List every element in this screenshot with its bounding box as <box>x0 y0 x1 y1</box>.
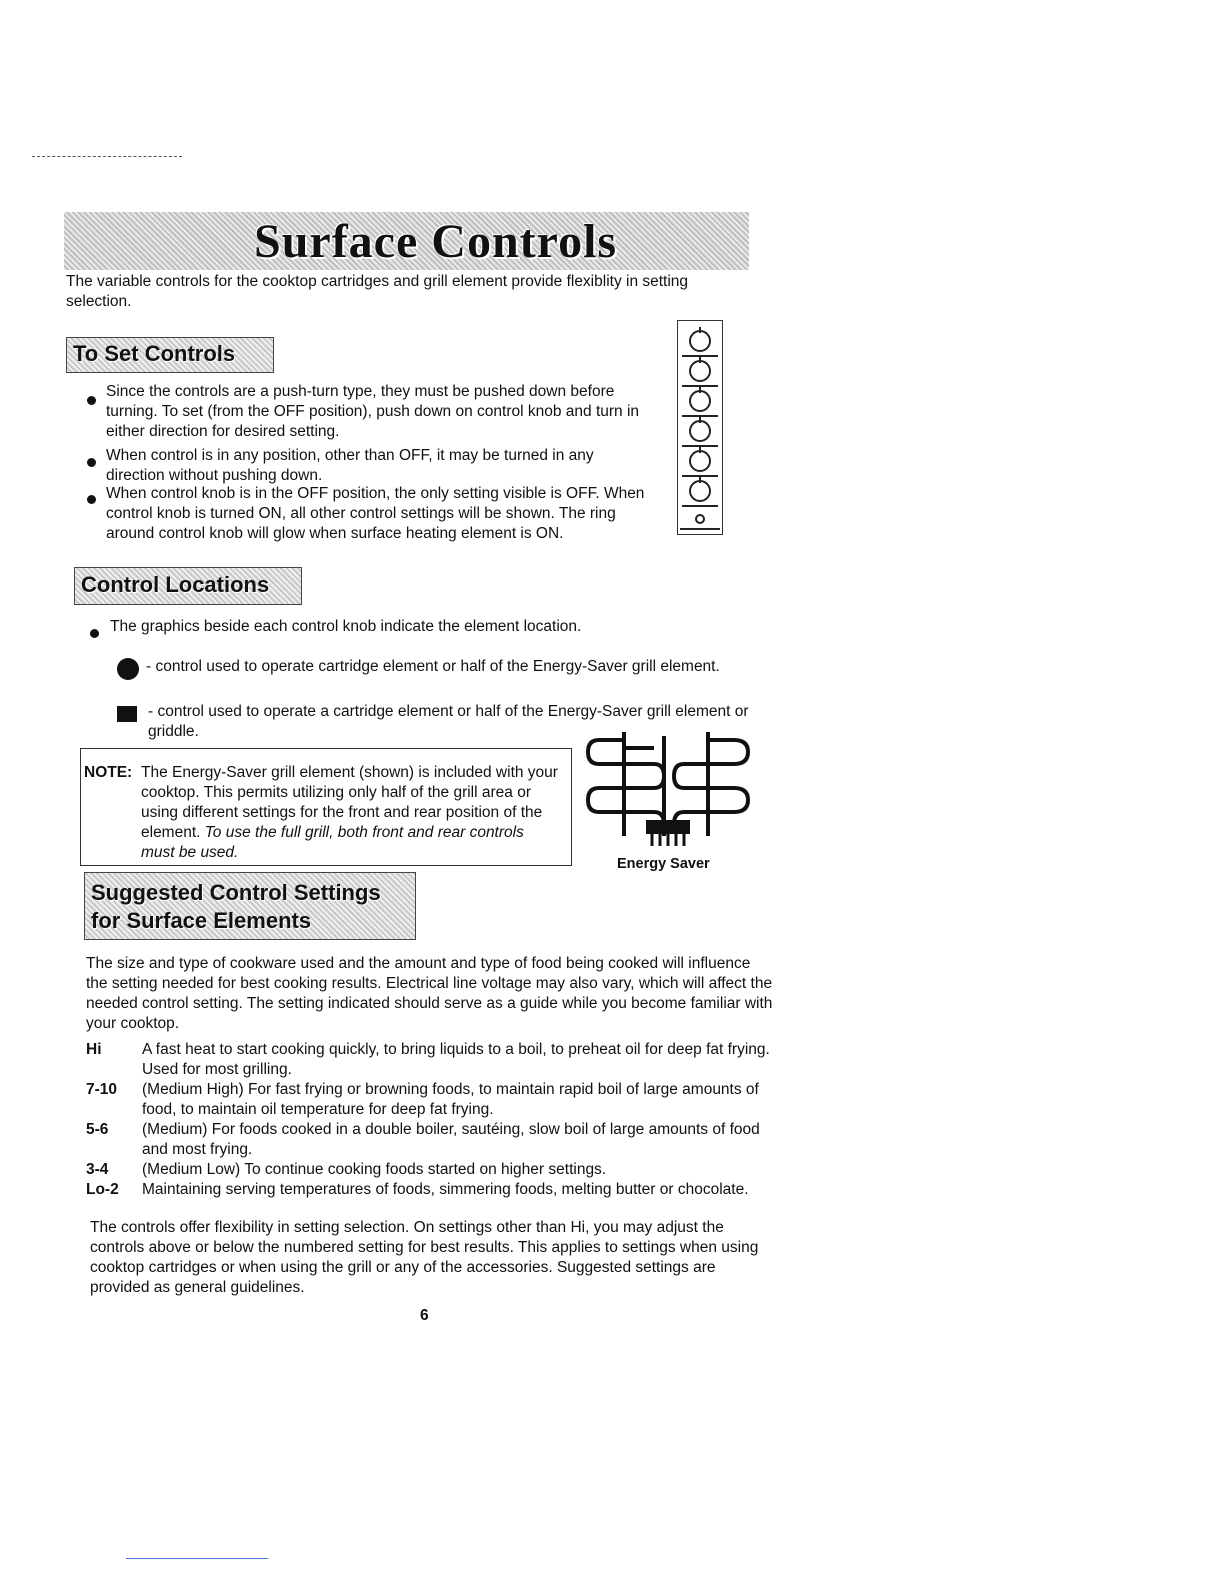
setting-row <box>86 1160 776 1180</box>
bullet-dot <box>90 629 99 638</box>
page-number: 6 <box>420 1307 429 1324</box>
setting-label: 3-4 <box>86 1161 109 1178</box>
set-controls-bullet-2: When control is in any position, other than OFF, it may be turned in any direction without pushing down. <box>106 447 594 484</box>
page-title: Surface Controls <box>254 215 618 268</box>
setting-label: Lo-2 <box>86 1181 119 1198</box>
control-locations-heading: Control Locations <box>81 572 270 597</box>
scan-artifact-line <box>32 156 182 157</box>
setting-description: Maintaining serving temperatures of foods, simmering foods, melting butter or chocolate. <box>142 1181 749 1198</box>
bullet-dot <box>87 458 96 467</box>
setting-label: Hi <box>86 1041 102 1058</box>
energy-saver-caption: Energy Saver <box>617 856 710 872</box>
note-text: The Energy-Saver grill element (shown) is included with your cooktop. This permits utilizing only half of the grill area or using different settings for the front and rear position of the element. <box>141 764 558 841</box>
setting-label: 5-6 <box>86 1121 109 1138</box>
title-banner <box>64 212 749 270</box>
filled-square-icon <box>117 706 137 722</box>
set-controls-heading: To Set Controls <box>73 341 236 366</box>
note-box <box>80 748 572 866</box>
intro-text: The variable controls for the cooktop cartridges and grill element provide flexiblity in setting selection. <box>66 273 689 310</box>
bullet-dot <box>87 495 96 504</box>
square-control-description: - control used to operate a cartridge element or half of the Energy-Saver grill element or griddle. <box>148 703 749 740</box>
control-knob-strip-illustration <box>677 320 723 535</box>
setting-row <box>86 1180 776 1220</box>
control-locations-bullet: The graphics beside each control knob indicate the element location. <box>110 618 582 635</box>
bullet-dot <box>87 396 96 405</box>
suggested-heading-line2: for Surface Elements <box>91 908 312 933</box>
note-text-block <box>141 763 561 863</box>
set-controls-heading-box <box>66 337 274 373</box>
suggested-heading-box <box>84 872 416 940</box>
set-controls-bullet-3: When control knob is in the OFF position, the only setting visible is OFF. When control knob is turned ON, all other control settings will be shown. The ring around control knob will glow when surface heating element is ON. <box>106 485 645 542</box>
setting-label: 7-10 <box>86 1081 118 1098</box>
setting-row <box>86 1120 776 1160</box>
note-label: NOTE: <box>84 764 133 781</box>
note-italic-text: To use the full grill, both front and rear controls must be used. <box>141 824 524 861</box>
filled-circle-icon <box>117 658 139 680</box>
suggested-intro: The size and type of cookware used and the amount and type of food being cooked will influence the setting needed for best cooking results. Electrical line voltage may also vary, which will affect the needed control setting. The setting indicated should serve as a guide while you become familiar with your cooktop. <box>86 955 773 1032</box>
setting-description: A fast heat to start cooking quickly, to bring liquids to a boil, to preheat oil for deep fat frying. Used for most grilling. <box>142 1041 770 1078</box>
setting-row <box>86 1040 776 1080</box>
setting-description: (Medium High) For fast frying or browning foods, to maintain rapid boil of large amounts of food, to maintain oil temperature for deep fat frying. <box>142 1081 759 1118</box>
energy-saver-grill-icon <box>584 726 760 854</box>
suggested-heading-line1: Suggested Control Settings <box>91 880 381 905</box>
setting-row <box>86 1080 776 1120</box>
control-locations-heading-box <box>74 567 302 605</box>
setting-description: (Medium Low) To continue cooking foods started on higher settings. <box>142 1161 607 1178</box>
knob-strip-icon <box>678 321 722 534</box>
circle-control-description: - control used to operate cartridge element or half of the Energy-Saver grill element. <box>146 658 720 675</box>
setting-description: (Medium) For foods cooked in a double boiler, sautéing, slow boil of large amounts of food and most frying. <box>142 1121 760 1158</box>
footer-rule <box>126 1558 268 1559</box>
suggested-closing: The controls offer flexibility in setting selection. On settings other than Hi, you may adjust the controls above or below the numbered setting for best results. This applies to settings when using cooktop cartridges or when using the grill or any of the accessories. Suggested settings are provided as general guidelines. <box>90 1219 759 1296</box>
set-controls-bullet-1: Since the controls are a push-turn type, they must be pushed down before turning. To set (from the OFF position), push down on control knob and turn in either direction for desired setting. <box>106 383 640 440</box>
